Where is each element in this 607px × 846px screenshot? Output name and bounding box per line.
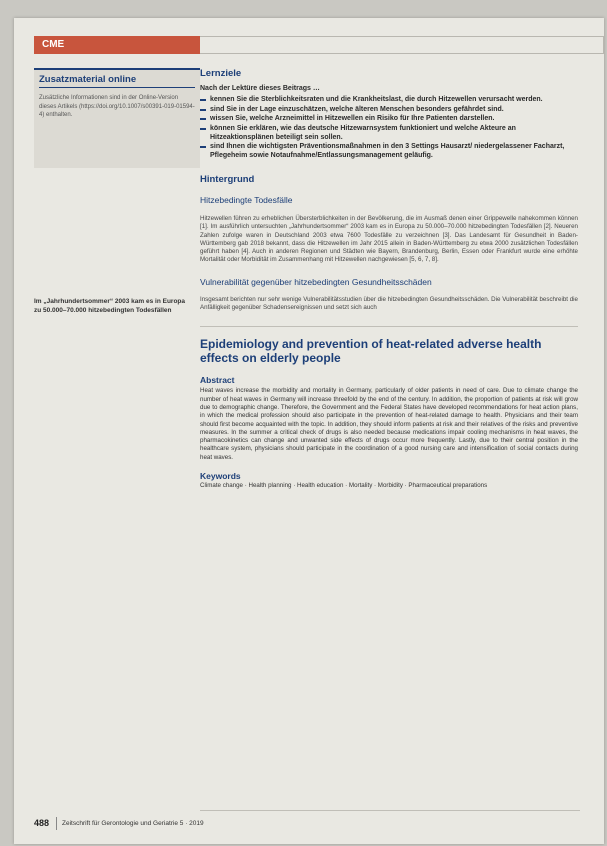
objectives-intro: Nach der Lektüre dieses Beitrags … [200, 85, 320, 92]
objectives-list [200, 95, 578, 160]
page-number: 488 [34, 818, 50, 828]
margin-note: Im „Jahrhundertsommer“ 2003 kam es in Europa zu 50.000–70.000 hitzebedingten Todesfällen [34, 298, 185, 314]
objective-item: wissen Sie, welche Arzneimittel in Hitzewellen ein Risiko für Ihre Patienten darstellen. [200, 114, 578, 123]
subheading-heat-deaths: Hitzebedingte Todesfälle [200, 195, 293, 205]
objective-item: sind Sie in der Lage einzuschätzen, welche älteren Menschen besonders gefährdet sind. [200, 105, 578, 114]
keywords-heading: Keywords [200, 471, 241, 482]
objective-item: kennen Sie die Sterblichkeitsraten und die Krankheitslast, die durch Hitzewellen verursacht werden. [200, 95, 578, 104]
english-title: Epidemiology and prevention of heat-related adverse health effects on elderly people [200, 337, 542, 366]
journal-citation: Zeitschrift für Gerontologie und Geriatrie 5 · 2019 [62, 820, 204, 827]
supplementary-material-box [34, 68, 200, 168]
header-rule [200, 36, 604, 54]
abstract-heading: Abstract [200, 375, 235, 386]
paragraph-heat-deaths: Hitzewellen führen zu erheblichen Übersterblichkeiten in der Bevölkerung, die im Ausmaß denen einer Grippewelle nahekommen können [1]. Im ausführlich untersuchten „Jahrhundertsommer“ 2003 kam es in Europa zu 50.000–70.000 hitzebedingten Todesfällen [2]. Neueren Zahlen zufolge waren in Deutschland 2003 etwa 7600 Todesfälle zu verzeichnen [3]. Das Landesamt für Gesundheit in Baden-Württemberg gab 2018 bekannt, dass die Hitzewellen im Jahr 2015 allein in Baden-Württemberg zu etwa 2000 zusätzlichen Todesfällen geführt haben [4]. Auch in anderen Regionen und Städten wie Bayern, Brandenburg, Berlin, Essen oder Frankfurt wurde eine erhöhte Mortalität oder Morbidität im Zusammenhang mit Hitzewellen nachgewiesen [5, 6, 7, 8]. [200, 215, 578, 264]
cme-section-label: CME [34, 36, 200, 54]
journal-page [14, 18, 604, 844]
subheading-vulnerability: Vulnerabilität gegenüber hitzebedingten Gesundheitsschäden [200, 276, 432, 287]
paragraph-vulnerability: Insgesamt berichten nur sehr wenige Vulnerabilitätsstudien über die hitzebedingten Gesundheitsschäden. Die Vulnerabilität beschreibt die Anfälligkeit gegenüber Schadensereignissen und setzt sich auch [200, 295, 578, 312]
section-divider [200, 326, 578, 327]
footer-separator [56, 817, 57, 830]
abstract-text: Heat waves increase the morbidity and mortality in Germany, particularly of older patients in need of care. Due to climate change the number of heat waves in Germany will increase threefold by the end of the century. In addition, the proportion of patients at risk will grow due to demographic change. Therefore, the Government and the Federal States have developed recommendations for heat action plans, in which the medical profession should also participate in the prevention of heat-related damage to health. Physicians and their team should first become acquainted with the topic. In addition, they should inform patients at risk and their relatives of the risks and preventive measures. In the summer a critical check of drugs is also needed because medications impair cooling mechanisms in heat waves, the pharmacokinetics can change and unwanted side effects of drugs occur more frequently. Lastly, due to their central position in the healthcare system, physicians should participate in the coordination of a good nursing care and intensification of social contacts during heat waves. [200, 387, 578, 461]
background-heading: Hintergrund [200, 174, 255, 185]
main-column [200, 68, 578, 490]
objective-item: können Sie erklären, wie das deutsche Hitzewarnsystem funktioniert und welche Akteure an Hitzeaktionsplänen beteiligt sein sollen. [200, 124, 578, 142]
objective-item: sind Ihnen die wichtigsten Präventionsmaßnahmen in den 3 Settings Hausarzt/ niedergelassener Facharzt, Pflegeheim sowie Notaufnahme/Entlassungsmanagement geläufig. [200, 142, 578, 160]
keywords-text: Climate change · Health planning · Health education · Mortality · Morbidity · Pharmaceutical preparations [200, 482, 488, 490]
supplementary-title: Zusatzmaterial online [39, 74, 195, 88]
footer-rule [200, 810, 580, 811]
objectives-heading: Lernziele [200, 68, 242, 79]
supplementary-text: Zusätzliche Informationen sind in der Online-Version dieses Artikels (https://doi.org/10.1007/s00391-019-01594-4) enthalten. [39, 95, 195, 118]
